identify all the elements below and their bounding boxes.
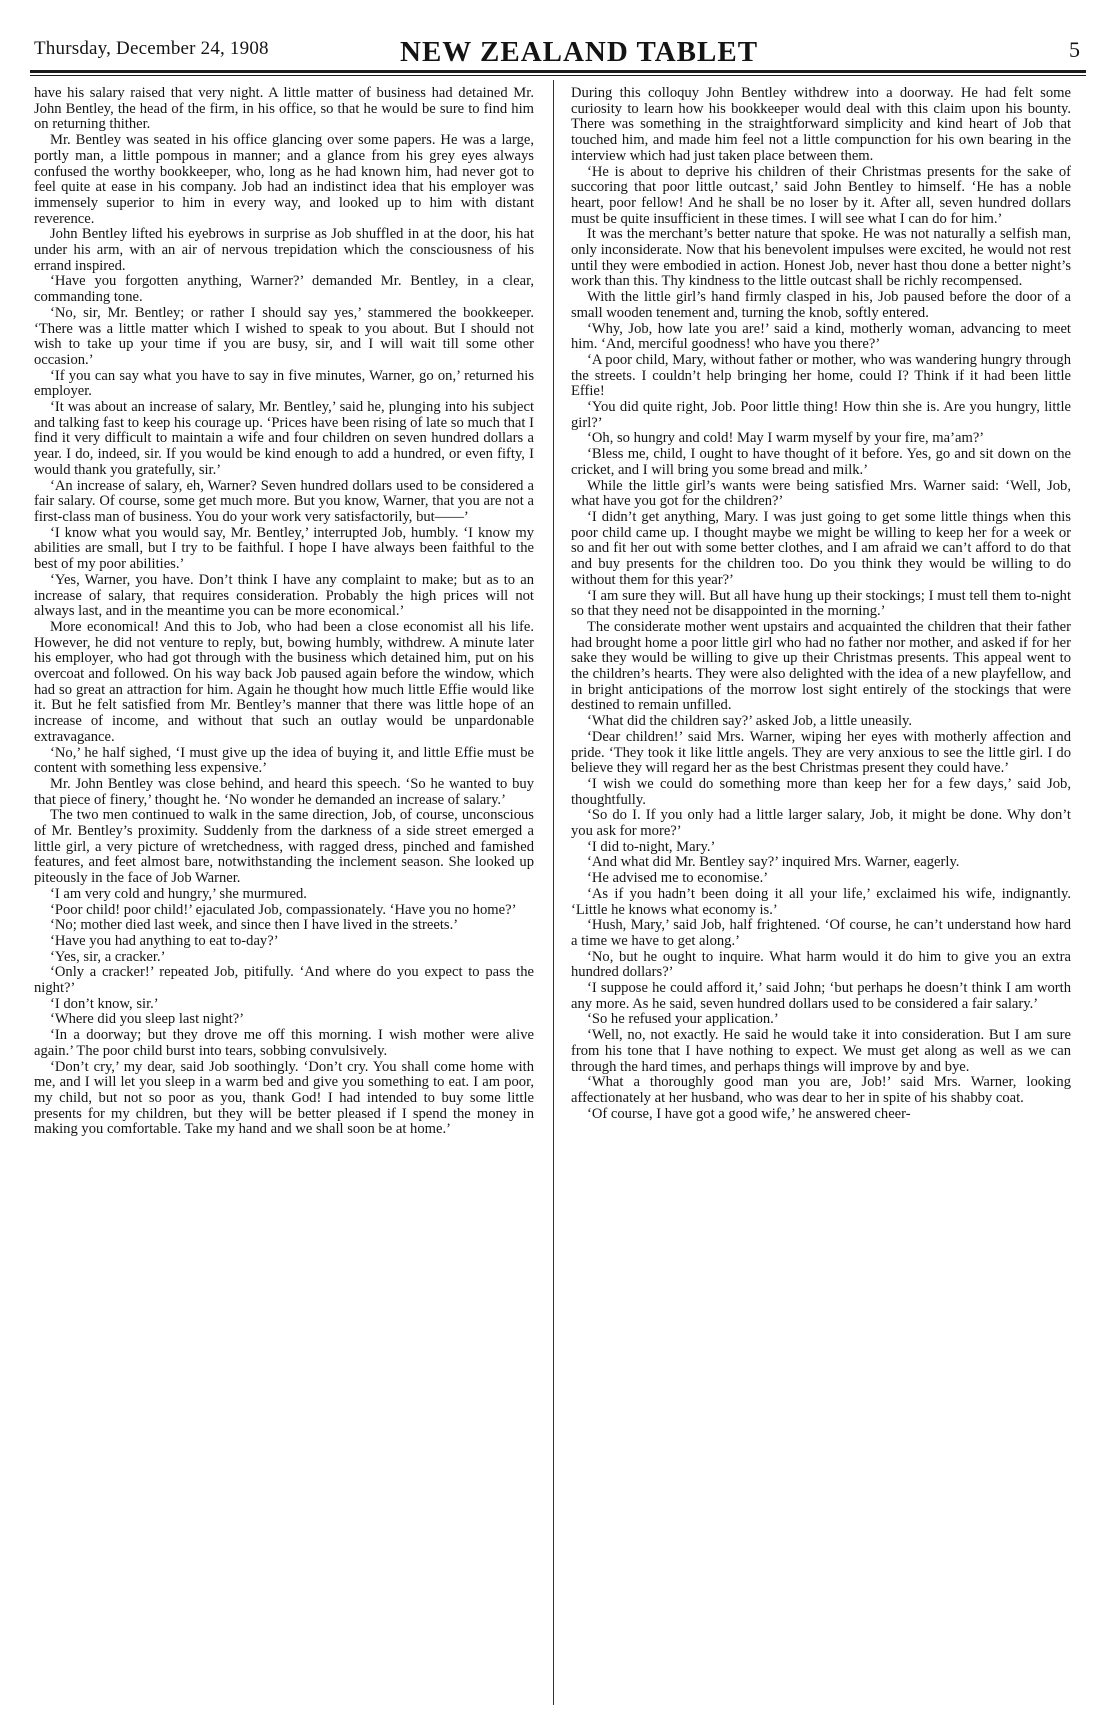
paragraph: ‘Why, Job, how late you are!’ said a kind, motherly woman, advancing to meet him. ‘And, merciful goodness! who have you there?’ <box>571 320 1071 353</box>
page-number: 5 <box>1069 37 1080 62</box>
paragraph: ‘If you can say what you have to say in five minutes, Warner, go on,’ returned his employer. <box>34 367 534 400</box>
paragraph: ‘I don’t know, sir.’ <box>50 995 159 1012</box>
paragraph: ‘He advised me to economise.’ <box>587 870 769 887</box>
paragraph: It was the merchant’s better nature that spoke. He was not naturally a selfish man, only inconsiderate. Now that his benevolent impulses were excited, he would not rest until they were embodied in action. Honest Job, never hast thou done a better night’s work than this. Thy kindness to the little outcast shall be richly recompensed. <box>571 226 1071 290</box>
paragraph: ‘Yes, sir, a cracker.’ <box>50 948 166 965</box>
paragraph: ‘So do I. If you only had a little larger salary, Job, it might be done. Why don’t you ask for more?’ <box>571 807 1071 840</box>
header-rule-thin <box>30 75 1086 76</box>
paragraph: ‘Have you had anything to eat to-day?’ <box>50 932 279 949</box>
paragraph: ‘A poor child, Mary, without father or mother, who was wandering hungry through the streets. I couldn’t help bringing her home, could I? Think if it had been little Effie! <box>571 351 1071 400</box>
paragraph: While the little girl’s wants were being satisfied Mrs. Warner said: ‘Well, Job, what have you got for the children?’ <box>571 477 1071 510</box>
paragraph: ‘Poor child! poor child!’ ejaculated Job, compassionately. ‘Have you no home?’ <box>50 901 517 918</box>
paragraph: ‘He is about to deprive his children of their Christmas presents for the sake of succoring that poor little outcast,’ said John Bentley to himself. ‘He has a noble heart, poor fellow! And he shall be no loser by it. After all, seven hundred dollars must be quite insufficient in these times. I will see what I can do for him.’ <box>571 163 1071 227</box>
paragraph: Mr. John Bentley was close behind, and heard this speech. ‘So he wanted to buy that piece of finery,’ thought he. ‘No wonder he demanded an increase of salary.’ <box>34 775 534 808</box>
paragraph: ‘And what did Mr. Bentley say?’ inquired Mrs. Warner, eagerly. <box>587 854 960 871</box>
paragraph: ‘I am very cold and hungry,’ she murmured. <box>50 885 307 902</box>
paragraph: ‘I know what you would say, Mr. Bentley,’ interrupted Job, humbly. ‘I know my abilities are small, but I try to be faithful. I hope I have always been faithful to the best of my poor abilities.’ <box>34 524 534 573</box>
paragraph: ‘Of course, I have got a good wife,’ he answered cheer- <box>587 1105 911 1122</box>
paragraph: ‘Only a cracker!’ repeated Job, pitifully. ‘And where do you expect to pass the night?’ <box>34 964 534 997</box>
paragraph: ‘No, but he ought to inquire. What harm would it do him to give you an extra hundred dollars?’ <box>571 948 1071 981</box>
column-divider <box>553 80 554 1705</box>
paragraph: ‘I suppose he could afford it,’ said John; ‘but perhaps he doesn’t think I am worth any more. As he said, seven hundred dollars used to be considered a fair salary.’ <box>571 980 1071 1012</box>
paragraph: ‘Yes, Warner, you have. Don’t think I have any complaint to make; but as to an increase of salary, that requires consideration. Probably the high prices will not always last, and in the meantime you can be more economical.’ <box>34 571 534 620</box>
header-rule <box>30 70 1086 73</box>
paragraph: ‘I wish we could do something more than keep her for a few days,’ said Job, thoughtfully. <box>571 775 1071 808</box>
paragraph: During this colloquy John Bentley withdrew into a doorway. He had felt some curiosity to learn how his bookkeeper would deal with this claim upon his bounty. There was something in the straightforward simplicity and kind heart of Job that touched him, and made him feel not a little compunction for his own bearing in the interview which had just taken place between them. <box>571 85 1071 164</box>
paragraph: ‘As if you hadn’t been doing it all your life,’ exclaimed his wife, indignantly. ‘Little he knows what economy is.’ <box>571 885 1071 918</box>
paragraph: ‘Don’t cry,’ my dear, said Job soothingly. ‘Don’t cry. You shall come home with me, and I will let you sleep in a warm bed and give you something to eat. I am poor, my child, but not so poor as you, thank God! I had intended to buy some little presents for my children, but they will be better pleased if I spend the money in making you comfortable. Take my hand and we shall soon be at home.’ <box>34 1058 534 1138</box>
paragraph: ‘So he refused your application.’ <box>587 1011 779 1028</box>
paragraph: Mr. Bentley was seated in his office glancing over some papers. He was a large, portly man, a little pompous in manner; and a glance from his grey eyes always confused the worthy bookkeeper, who, long as he had known him, had never got to feel quite at ease in his company. Job had an indistinct idea that his employer was immensely superior to him in every way, and looked up to him with distant reverence. <box>34 132 534 227</box>
paragraph: have his salary raised that very night. A little matter of business had detained Mr. John Bentley, the head of the firm, in his office, so that he would be sure to find him on returning thither. <box>34 85 534 133</box>
paragraph: ‘It was about an increase of salary, Mr. Bentley,’ said he, plunging into his subject and talking fast to keep his courage up. ‘Prices have been rising of late so much that I find it very difficult to maintain a wife and four children on seven hundred dollars a year. I do, indeed, sir. If you would be kind enough to add a hundred, or even fifty, I would thank you gratefully, sir.’ <box>34 399 534 478</box>
publication-title: NEW ZEALAND TABLET <box>400 36 759 68</box>
paragraph: ‘In a doorway; but they drove me off this morning. I wish mother were alive again.’ The poor child burst into tears, sobbing convulsively. <box>34 1027 534 1059</box>
paragraph: With the little girl’s hand firmly clasped in his, Job paused before the door of a small wooden tenement and, turning the knob, softly entered. <box>571 289 1071 321</box>
paragraph: ‘Oh, so hungry and cold! May I warm myself by your fire, ma’am?’ <box>587 430 985 447</box>
issue-date: Thursday, December 24, 1908 <box>34 38 269 59</box>
paragraph: ‘No; mother died last week, and since then I have lived in the streets.’ <box>50 917 459 934</box>
paragraph: ‘I didn’t get anything, Mary. I was just going to get some little things when this poor child came up. I thought maybe we might be willing to keep her for a week or so and fit her out with some better clothes, and I am afraid we can’t afford to do that and buy presents for the children too. Do you think they would be willing to do without them for this year?’ <box>571 508 1071 588</box>
paragraph: John Bentley lifted his eyebrows in surprise as Job shuffled in at the door, his hat under his arm, with an air of nervous trepidation which the consciousness of his errand inspired. <box>34 226 534 274</box>
paragraph: ‘An increase of salary, eh, Warner? Seven hundred dollars used to be considered a fair salary. Of course, some get much more. But you know, Warner, that you are not a first-class man of business. You do your work very satisfactorily, but——’ <box>34 477 534 525</box>
paragraph: ‘You did quite right, Job. Poor little thing! How thin she is. Are you hungry, little girl?’ <box>571 399 1071 431</box>
paragraph: ‘No, sir, Mr. Bentley; or rather I should say yes,’ stammered the bookkeeper. ‘There was a little matter which I wished to speak to you about. But I should not wish to take up your time if you are busy, sir, and I will wait till some other occasion.’ <box>34 304 534 368</box>
paragraph: ‘Bless me, child, I ought to have thought of it before. Yes, go and sit down on the cricket, and I will bring you some bread and milk.’ <box>571 446 1071 478</box>
paragraph: More economical! And this to Job, who had been a close economist all his life. However, he did not venture to reply, but, bowing humbly, withdrew. A minute later his employer, who had got through with the business which detained him, put on his overcoat and followed. On his way back Job paused again before the window, which had so great an attraction for him. Again he thought how much little Effie would like it. But he felt satisfied from Mr. Bentley’s manner that there was little hope of an increase of income, and without that such an outlay would be unpardonable extravagance. <box>34 618 534 745</box>
paragraph: ‘No,’ he half sighed, ‘I must give up the idea of buying it, and little Effie must be content with something less expensive.’ <box>34 744 534 777</box>
paragraph: ‘Hush, Mary,’ said Job, half frightened. ‘Of course, he can’t understand how hard a time we have to get along.’ <box>571 917 1071 949</box>
paragraph: ‘Where did you sleep last night?’ <box>50 1011 245 1028</box>
paragraph: ‘Well, no, not exactly. He said he would take it into consideration. But I am sure from his tone that I have nothing to expect. We must get along as well as we can through the hard times, and perhaps things will improve by and bye. <box>571 1027 1071 1075</box>
paragraph: ‘What did the children say?’ asked Job, a little uneasily. <box>587 713 913 730</box>
paragraph: The considerate mother went upstairs and acquainted the children that their father had brought home a poor little girl who had no father nor mother, and asked if for her sake they would be willing to give up their Christmas presents. This appeal went to the children’s hearts. They were also delighted with the idea of a new playfellow, and in bright anticipations of the morrow lost sight entirely of the stockings that were destined to remain unfilled. <box>571 618 1071 714</box>
paragraph: ‘What a thoroughly good man you are, Job!’ said Mrs. Warner, looking affectionately at her husband, who was dear to her in spite of his shabby coat. <box>571 1074 1071 1106</box>
paragraph: ‘Dear children!’ said Mrs. Warner, wiping her eyes with motherly affection and pride. ‘They took it like little angels. They are very anxious to see the little girl. I do believe they will regard her as the best Christmas present they could have.’ <box>571 728 1071 777</box>
paragraph: ‘I am sure they will. But all have hung up their stockings; I must tell them to-night so that they need not be disappointed in the morning.’ <box>571 587 1071 620</box>
paragraph: ‘Have you forgotten anything, Warner?’ demanded Mr. Bentley, in a clear, commanding tone. <box>34 273 534 306</box>
paragraph: The two men continued to walk in the same direction, Job, of course, unconscious of Mr. Bentley’s proximity. Suddenly from the darkness of a side street emerged a little girl, a very picture of wretchedness, with ragged dress, pinched and famished features, and feet almost bare, notwithstanding the inclement season. She looked up piteously in the face of Job Warner. <box>34 807 534 887</box>
left-column <box>34 86 534 1138</box>
right-column <box>571 86 1071 1122</box>
paragraph: ‘I did to-night, Mary.’ <box>587 838 716 855</box>
